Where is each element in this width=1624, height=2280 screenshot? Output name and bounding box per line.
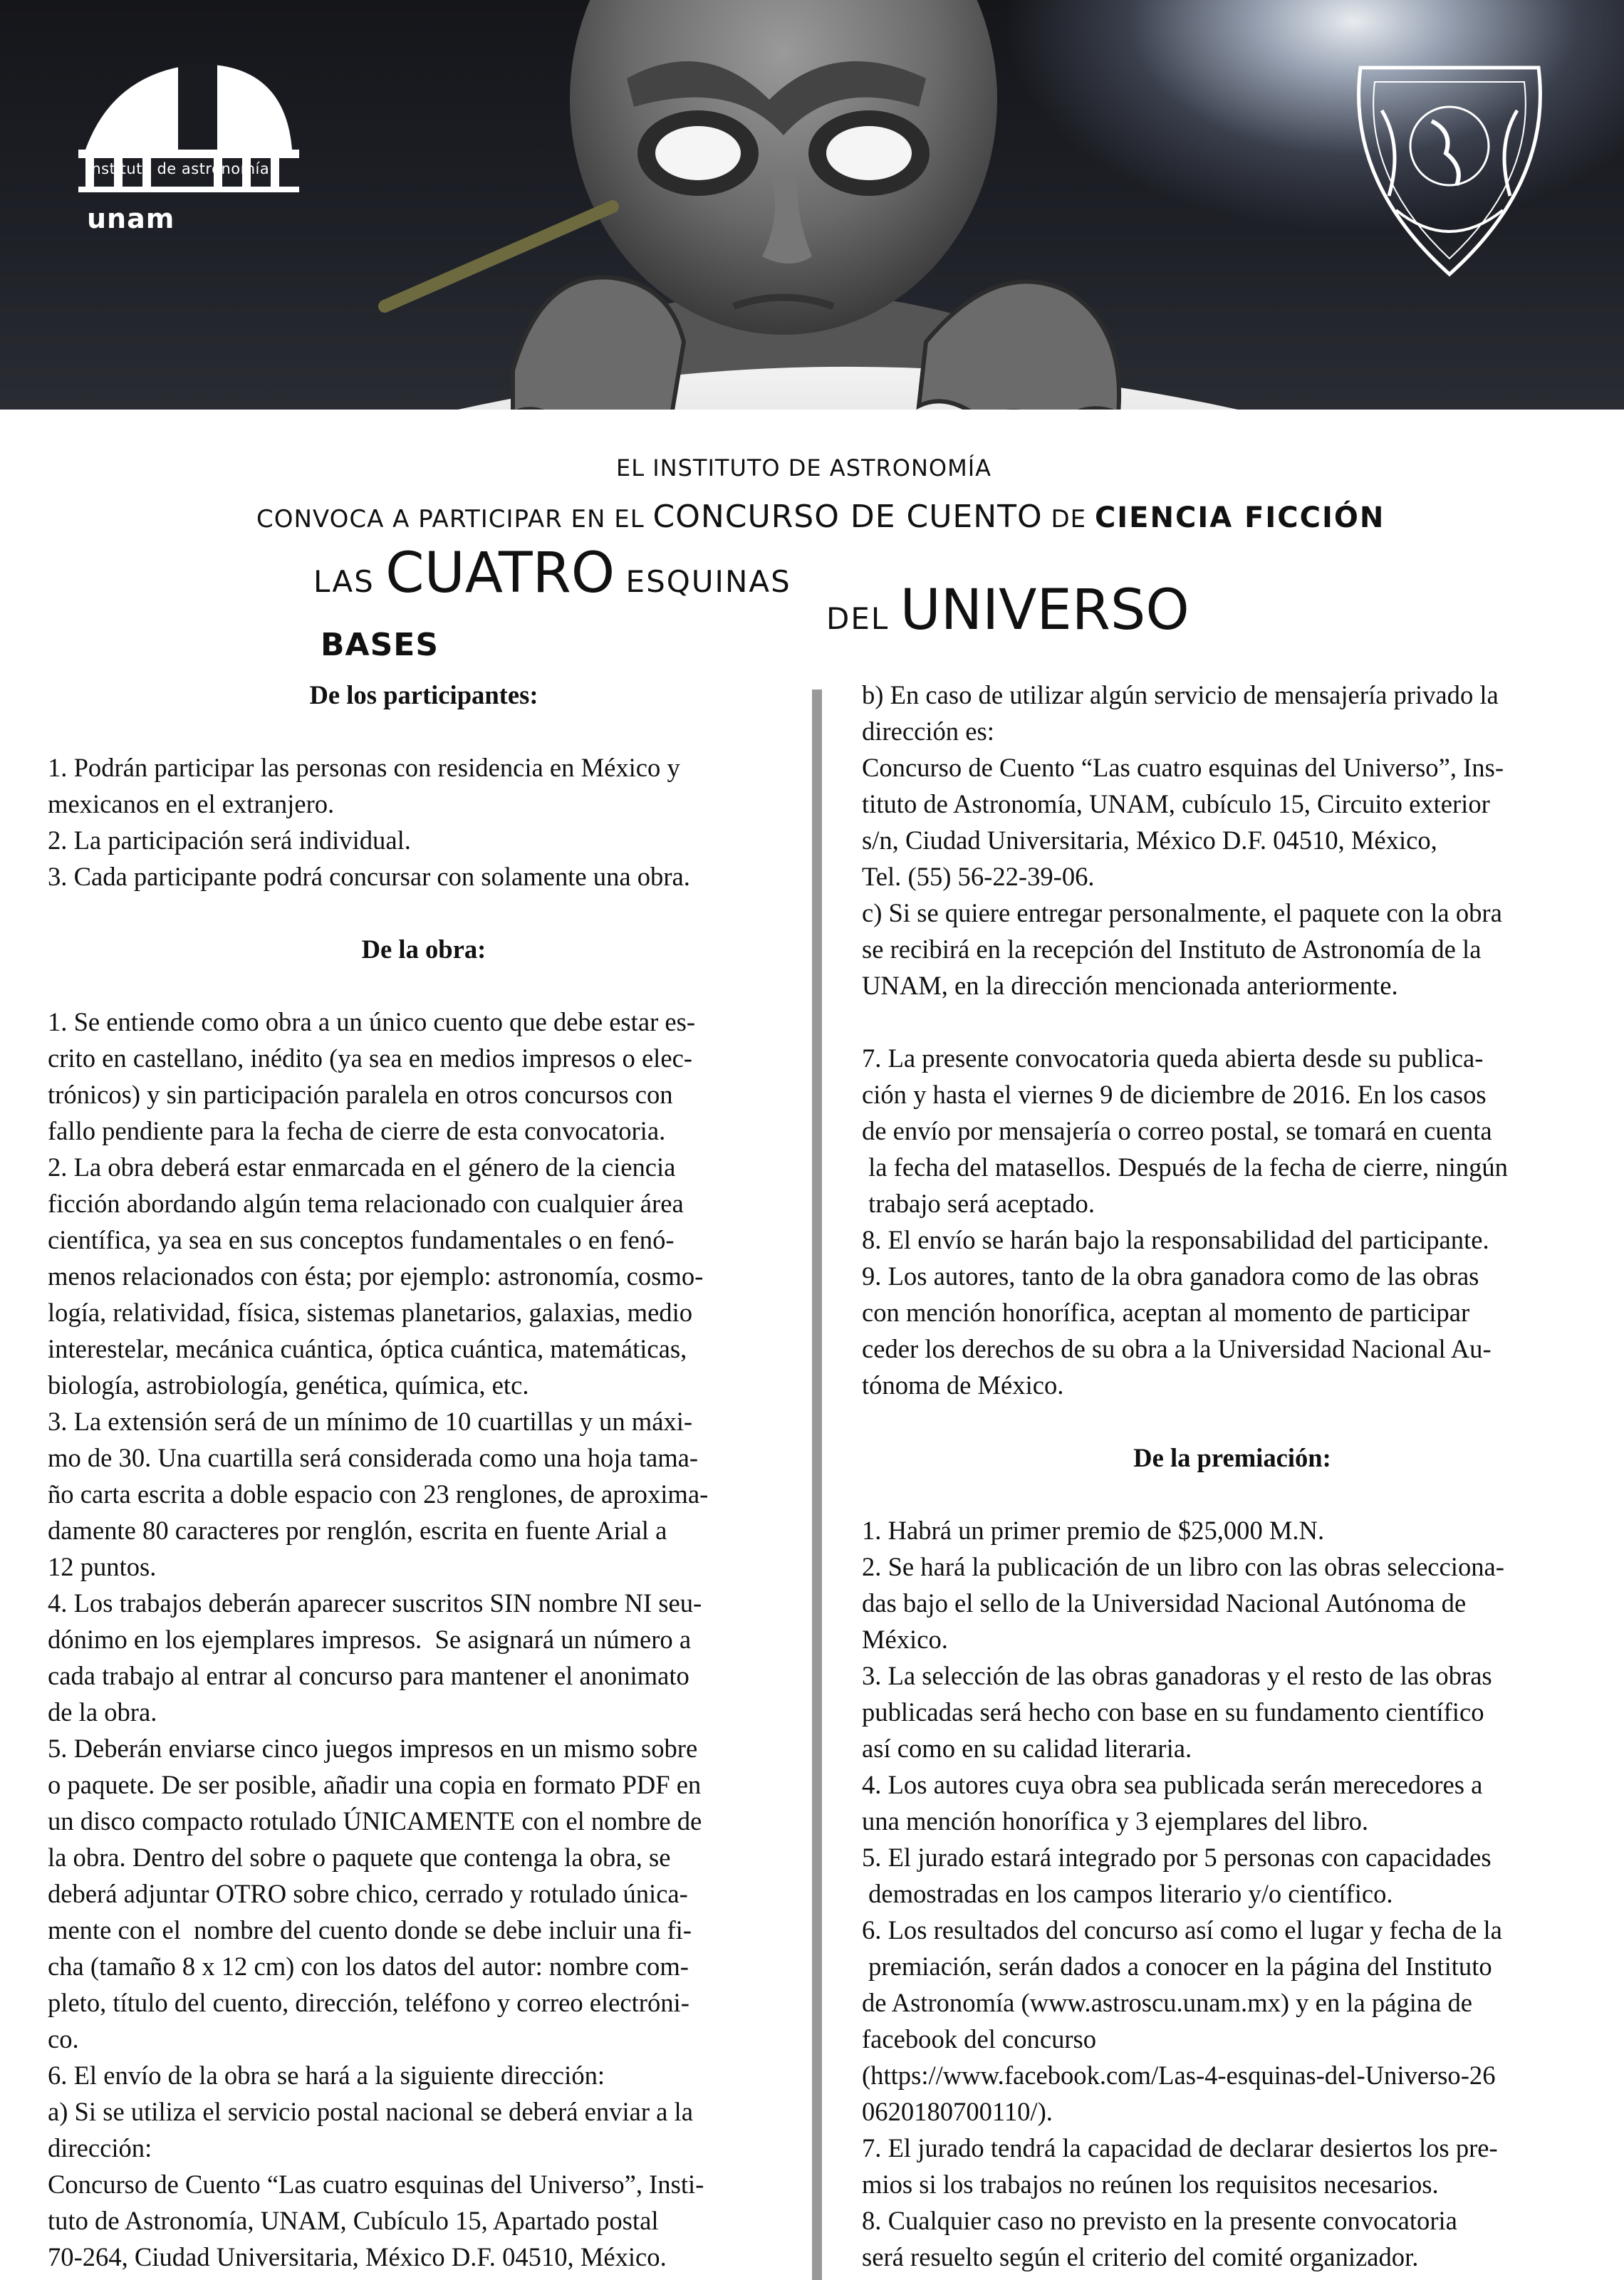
institute-heading: EL INSTITUTO DE ASTRONOMÍA <box>616 454 992 481</box>
contest-announcement <box>256 499 1385 535</box>
text-line: una mención honorífica y 3 ejemplares del libro. <box>862 1806 1369 1836</box>
text-line: 1. Podrán participar las personas con residencia en México y <box>48 753 680 782</box>
contest-name: CONCURSO DE CUENTO <box>652 499 1043 535</box>
text-line: a) Si se utiliza el servicio postal nacional se deberá enviar a la <box>48 2097 693 2126</box>
text-line: Tel. (55) 56-22-39-06. <box>862 862 1095 891</box>
text-line: b) En caso de utilizar algún servicio de mensajería privado la <box>862 680 1499 709</box>
text-line: será resuelto según el criterio del comité organizador. <box>862 2242 1419 2271</box>
text-line: científica, ya sea en sus conceptos fundamentales o en fenó- <box>48 1225 675 1254</box>
bases-heading: BASES <box>321 627 439 663</box>
text-line: deberá adjuntar OTRO sobre chico, cerrado y rotulado única- <box>48 1879 688 1908</box>
title-line-1 <box>313 541 791 605</box>
text-line: 8. El envío se harán bajo la responsabilidad del participante. <box>862 1225 1489 1254</box>
text-line: biología, astrobiología, genética, química, etc. <box>48 1370 529 1400</box>
premiacion-list <box>862 1512 1603 2275</box>
text-line: 2. Se hará la publicación de un libro con las obras selecciona- <box>862 1552 1504 1581</box>
text-line: dirección es: <box>862 717 994 746</box>
text-line: tuto de Astronomía, UNAM, Cubículo 15, Apartado postal <box>48 2206 659 2235</box>
text-line: se recibirá en la recepción del Instituto de Astronomía de la <box>862 935 1482 964</box>
text-line: trabajo será aceptado. <box>862 1189 1095 1218</box>
text-line: 7. El jurado tendrá la capacidad de declarar desiertos los pre- <box>862 2133 1498 2162</box>
text-line: 0620180700110/). <box>862 2097 1053 2126</box>
section-title-premiacion: De la premiación: <box>1133 1443 1331 1472</box>
text-line: c) Si se quiere entregar personalmente, el paquete con la obra <box>862 898 1502 927</box>
text-line: demostradas en los campos literario y/o científico. <box>862 1879 1393 1908</box>
text-line: fallo pendiente para la fecha de cierre de esta convocatoria. <box>48 1116 666 1145</box>
text-line: de la obra. <box>48 1697 157 1727</box>
text-line: 3. La selección de las obras ganadoras y el resto de las obras <box>862 1661 1492 1690</box>
text-line: UNAM, en la dirección mencionada anteriormente. <box>862 971 1398 1000</box>
header-banner <box>0 0 1624 410</box>
genre-name: CIENCIA FICCIÓN <box>1094 501 1385 534</box>
text-line: de Astronomía (www.astroscu.unam.mx) y en la página de <box>862 1988 1472 2017</box>
text-line: co. <box>48 2024 79 2053</box>
text-line: 3. Cada participante podrá concursar con solamente una obra. <box>48 862 690 891</box>
envio-list <box>862 677 1603 1004</box>
text-line: 3. La extensión será de un mínimo de 10 cuartillas y un máxi- <box>48 1407 693 1436</box>
text-line: 12 puntos. <box>48 1552 157 1581</box>
text-line: ción y hasta el viernes 9 de diciembre de 2016. En los casos <box>862 1080 1487 1109</box>
text-line: trónicos) y sin participación paralela en otros concursos con <box>48 1080 673 1109</box>
text-line: con mención honorífica, aceptan al momento de participar <box>862 1298 1470 1327</box>
section-title-obra: De la obra: <box>361 935 486 964</box>
text-line: un disco compacto rotulado ÚNICAMENTE con el nombre de <box>48 1806 702 1836</box>
alien-figure-illustration <box>242 0 1410 410</box>
text-line: publicadas será hecho con base en su fundamento científico <box>862 1697 1484 1727</box>
participantes-list <box>48 749 800 895</box>
section-title-participantes: De los participantes: <box>309 680 538 709</box>
text-line: pleto, título del cuento, dirección, teléfono y correo electróni- <box>48 1988 689 2017</box>
text-line: 4. Los autores cuya obra sea publicada serán merecedores a <box>862 1770 1483 1799</box>
left-column <box>48 677 800 2275</box>
obra-list <box>48 1004 800 2275</box>
text-line: así como en su calidad literaria. <box>862 1734 1192 1763</box>
column-divider <box>812 689 822 2280</box>
text-line: 6. El envío de la obra se hará a la siguiente dirección: <box>48 2061 605 2090</box>
text-line: cha (tamaño 8 x 12 cm) con los datos del autor: nombre com- <box>48 1952 689 1981</box>
text-line: mios si los trabajos no reúnen los requisitos necesarios. <box>862 2170 1439 2199</box>
text-line: o paquete. De ser posible, añadir una copia en formato PDF en <box>48 1770 702 1799</box>
text-line: ño carta escrita a doble espacio con 23 renglones, de aproxima- <box>48 1479 709 1509</box>
text-line: la fecha del matasellos. Después de la fecha de cierre, ningún <box>862 1152 1508 1182</box>
text-line: ceder los derechos de su obra a la Universidad Nacional Au- <box>862 1334 1492 1363</box>
convocatoria-list <box>862 1040 1603 1403</box>
text-line: dónimo en los ejemplares impresos. Se asignará un número a <box>48 1625 692 1654</box>
convoca-text: CONVOCA A PARTICIPAR EN EL <box>256 505 653 533</box>
text-line: mente con el nombre del cuento donde se debe incluir una fi- <box>48 1915 692 1945</box>
text-line: crito en castellano, inédito (ya sea en medios impresos o elec- <box>48 1043 692 1073</box>
text-line: menos relacionados con ésta; por ejemplo: astronomía, cosmo- <box>48 1261 704 1291</box>
text-line: mo de 30. Una cuartilla será considerada como una hoja tama- <box>48 1443 699 1472</box>
text-line: 5. Deberán enviarse cinco juegos impresos en un mismo sobre <box>48 1734 698 1763</box>
text-line: ficción abordando algún tema relacionado con cualquier área <box>48 1189 684 1218</box>
text-line: 1. Se entiende como obra a un único cuento que debe estar es- <box>48 1007 696 1036</box>
text-line: cada trabajo al entrar al concurso para mantener el anonimato <box>48 1661 689 1690</box>
text-line: México. <box>862 1625 948 1654</box>
text-line: mexicanos en el extranjero. <box>48 789 335 818</box>
text-line: la obra. Dentro del sobre o paquete que contenga la obra, se <box>48 1843 671 1872</box>
right-column <box>862 677 1603 2275</box>
text-line: Concurso de Cuento “Las cuatro esquinas del Universo”, Ins- <box>862 753 1504 782</box>
title-universo: UNIVERSO <box>900 578 1190 642</box>
convoca-de: DE <box>1042 505 1095 533</box>
text-line: dirección: <box>48 2133 152 2162</box>
text-line: de envío por mensajería o correo postal, se tomará en cuenta <box>862 1116 1492 1145</box>
text-line: tónoma de México. <box>862 1370 1064 1400</box>
text-line: s/n, Ciudad Universitaria, México D.F. 04510, México, <box>862 826 1437 855</box>
institute-unam: unam <box>87 203 175 234</box>
text-line: 6. Los resultados del concurso así como el lugar y fecha de la <box>862 1915 1502 1945</box>
text-line: 4. Los trabajos deberán aparecer suscritos SIN nombre NI seu- <box>48 1588 702 1618</box>
title-del: DEL <box>826 601 900 636</box>
title-line-2 <box>826 578 1190 642</box>
text-line: Concurso de Cuento “Las cuatro esquinas del Universo”, Insti- <box>48 2170 704 2199</box>
title-las: LAS <box>313 564 386 599</box>
institute-name: instituto de astronomía <box>87 160 270 177</box>
text-line: 8. Cualquier caso no previsto en la presente convocatoria <box>862 2206 1457 2235</box>
text-line: premiación, serán dados a conocer en la página del Instituto <box>862 1952 1492 1981</box>
text-line: (https://www.facebook.com/Las-4-esquinas-del-Universo-26 <box>862 2061 1496 2090</box>
text-line: 9. Los autores, tanto de la obra ganadora como de las obras <box>862 1261 1479 1291</box>
text-line: damente 80 caracteres por renglón, escrita en fuente Arial a <box>48 1516 667 1545</box>
text-line: 5. El jurado estará integrado por 5 personas con capacidades <box>862 1843 1492 1872</box>
unam-seal-icon <box>1339 53 1560 281</box>
title-cuatro: CUATRO <box>385 541 615 605</box>
text-line: 7. La presente convocatoria queda abierta desde su publica- <box>862 1043 1484 1073</box>
text-line: 2. La obra deberá estar enmarcada en el género de la ciencia <box>48 1152 676 1182</box>
text-line: interestelar, mecánica cuántica, óptica cuántica, matemáticas, <box>48 1334 687 1363</box>
text-line: logía, relatividad, física, sistemas planetarios, galaxias, medio <box>48 1298 693 1327</box>
text-line: 2. La participación será individual. <box>48 826 411 855</box>
text-line: 1. Habrá un primer premio de $25,000 M.N. <box>862 1516 1325 1545</box>
text-line: facebook del concurso <box>862 2024 1097 2053</box>
title-esquinas: ESQUINAS <box>615 564 791 599</box>
text-line: 70-264, Ciudad Universitaria, México D.F. 04510, México. <box>48 2242 667 2271</box>
text-line: das bajo el sello de la Universidad Nacional Autónoma de <box>862 1588 1467 1618</box>
text-line: tituto de Astronomía, UNAM, cubículo 15, Circuito exterior <box>862 789 1490 818</box>
